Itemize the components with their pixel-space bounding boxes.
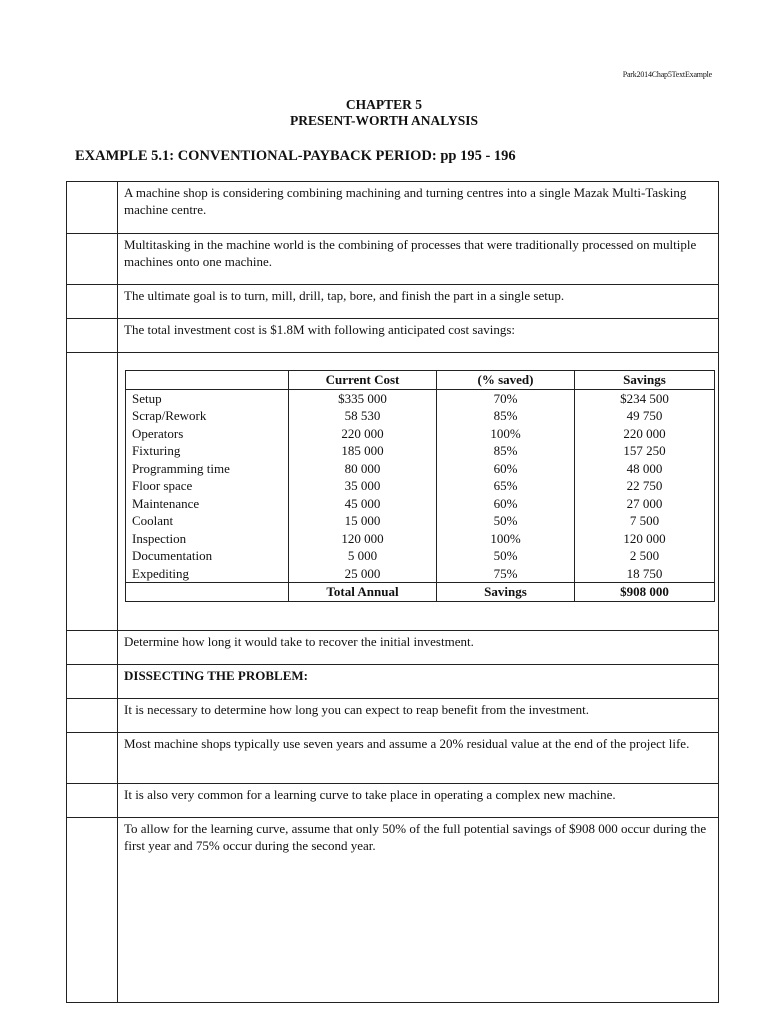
cost-item-label: Programming time	[126, 460, 289, 478]
table-cell: 7 500	[575, 512, 715, 530]
table-cell: 70%	[437, 389, 575, 407]
content-row	[67, 319, 718, 353]
cost-item-label: Documentation	[126, 547, 289, 565]
table-cell: 50%	[437, 547, 575, 565]
column-header: Current Cost	[289, 371, 437, 390]
table-row	[126, 530, 715, 548]
table-cell: 15 000	[289, 512, 437, 530]
cost-item-label: Expediting	[126, 565, 289, 583]
paragraph-5: Determine how long it would take to recover the initial investment.	[124, 634, 474, 649]
row-margin-cell	[67, 353, 118, 630]
row-margin-cell	[67, 631, 118, 664]
table-cell: 120 000	[575, 530, 715, 548]
table-cell: 35 000	[289, 477, 437, 495]
content-row	[67, 631, 718, 665]
savings-table-cell	[118, 353, 720, 630]
savings-table-total-row	[126, 583, 715, 602]
column-header: Savings	[575, 371, 715, 390]
table-cell: 85%	[437, 442, 575, 460]
table-cell: 220 000	[575, 425, 715, 443]
table-cell: 85%	[437, 407, 575, 425]
content-row	[67, 784, 718, 818]
row-margin-cell	[67, 182, 118, 233]
paragraph-8: Most machine shops typically use seven years and assume a 20% residual value at the end of the project life.	[124, 736, 690, 751]
content-row	[67, 285, 718, 319]
table-cell: 60%	[437, 460, 575, 478]
total-cell	[126, 583, 289, 602]
table-cell: 100%	[437, 425, 575, 443]
table-cell: 120 000	[289, 530, 437, 548]
paragraph-3: The ultimate goal is to turn, mill, drill, tap, bore, and finish the part in a single setup.	[124, 288, 565, 303]
content-row	[67, 665, 718, 699]
table-row	[126, 442, 715, 460]
table-cell: 60%	[437, 495, 575, 513]
table-cell: 45 000	[289, 495, 437, 513]
paragraph-9: It is also very common for a learning curve to take place in operating a complex new machine.	[124, 787, 616, 802]
table-cell: 25 000	[289, 565, 437, 583]
cost-item-label: Operators	[126, 425, 289, 443]
table-row	[126, 407, 715, 425]
header-reference: Park2014Chap5TextExample	[622, 70, 712, 79]
row-margin-cell	[67, 699, 118, 732]
paragraph-1: A machine shop is considering combining machining and turning centres into a single Mazak Multi-Tasking machine centre.	[124, 185, 687, 217]
row-margin-cell	[67, 665, 118, 698]
table-row	[126, 425, 715, 443]
paragraph-7: It is necessary to determine how long you can expect to reap benefit from the investment.	[124, 702, 589, 717]
row-margin-cell	[67, 234, 118, 284]
table-row	[126, 477, 715, 495]
row-margin-cell	[67, 733, 118, 783]
table-cell: 18 750	[575, 565, 715, 583]
cost-item-label: Scrap/Rework	[126, 407, 289, 425]
table-cell: 100%	[437, 530, 575, 548]
paragraph-2: Multitasking in the machine world is the combining of processes that were traditionally processed on multiple machines onto one machine.	[124, 237, 697, 269]
table-row	[126, 495, 715, 513]
table-cell: 50%	[437, 512, 575, 530]
table-cell: $335 000	[289, 389, 437, 407]
row-margin-cell	[67, 319, 118, 352]
row-margin-cell	[67, 784, 118, 817]
paragraph-4: The total investment cost is $1.8M with following anticipated cost savings:	[124, 322, 516, 337]
row-margin-cell	[67, 818, 118, 1002]
table-cell: 75%	[437, 565, 575, 583]
content-row	[67, 234, 718, 285]
cost-item-label: Setup	[126, 389, 289, 407]
table-cell: 65%	[437, 477, 575, 495]
table-row	[126, 460, 715, 478]
total-cell: $908 000	[575, 583, 715, 602]
chapter-title: PRESENT-WORTH ANALYSIS	[290, 113, 478, 128]
table-cell: 5 000	[289, 547, 437, 565]
cost-item-label: Fixturing	[126, 442, 289, 460]
cost-item-label: Inspection	[126, 530, 289, 548]
total-cell: Total Annual	[289, 583, 437, 602]
cost-item-label: Floor space	[126, 477, 289, 495]
table-cell: 27 000	[575, 495, 715, 513]
savings-table-header-row	[126, 371, 715, 390]
content-table	[66, 181, 719, 1003]
chapter-heading	[0, 97, 768, 129]
table-cell: 80 000	[289, 460, 437, 478]
example-title: EXAMPLE 5.1: CONVENTIONAL-PAYBACK PERIOD: pp 195 - 196	[75, 148, 516, 164]
content-row	[67, 353, 718, 631]
column-header	[126, 371, 289, 390]
table-cell: 157 250	[575, 442, 715, 460]
savings-table	[125, 370, 715, 602]
table-cell: 22 750	[575, 477, 715, 495]
table-row	[126, 389, 715, 407]
content-row	[67, 733, 718, 784]
table-cell: 185 000	[289, 442, 437, 460]
content-row	[67, 182, 718, 234]
section-heading: DISSECTING THE PROBLEM:	[124, 668, 308, 683]
table-cell: 58 530	[289, 407, 437, 425]
table-cell: 48 000	[575, 460, 715, 478]
content-row	[67, 818, 718, 1002]
table-row	[126, 547, 715, 565]
table-cell: 2 500	[575, 547, 715, 565]
table-row	[126, 565, 715, 583]
paragraph-10: To allow for the learning curve, assume that only 50% of the full potential savings of $908 000 occur during the first year and 75% occur during the second year.	[124, 821, 707, 853]
cost-item-label: Maintenance	[126, 495, 289, 513]
column-header: (% saved)	[437, 371, 575, 390]
table-row	[126, 512, 715, 530]
table-cell: $234 500	[575, 389, 715, 407]
cost-item-label: Coolant	[126, 512, 289, 530]
chapter-number: CHAPTER 5	[345, 97, 423, 112]
table-cell: 49 750	[575, 407, 715, 425]
table-cell: 220 000	[289, 425, 437, 443]
content-row	[67, 699, 718, 733]
total-cell: Savings	[437, 583, 575, 602]
row-margin-cell	[67, 285, 118, 318]
